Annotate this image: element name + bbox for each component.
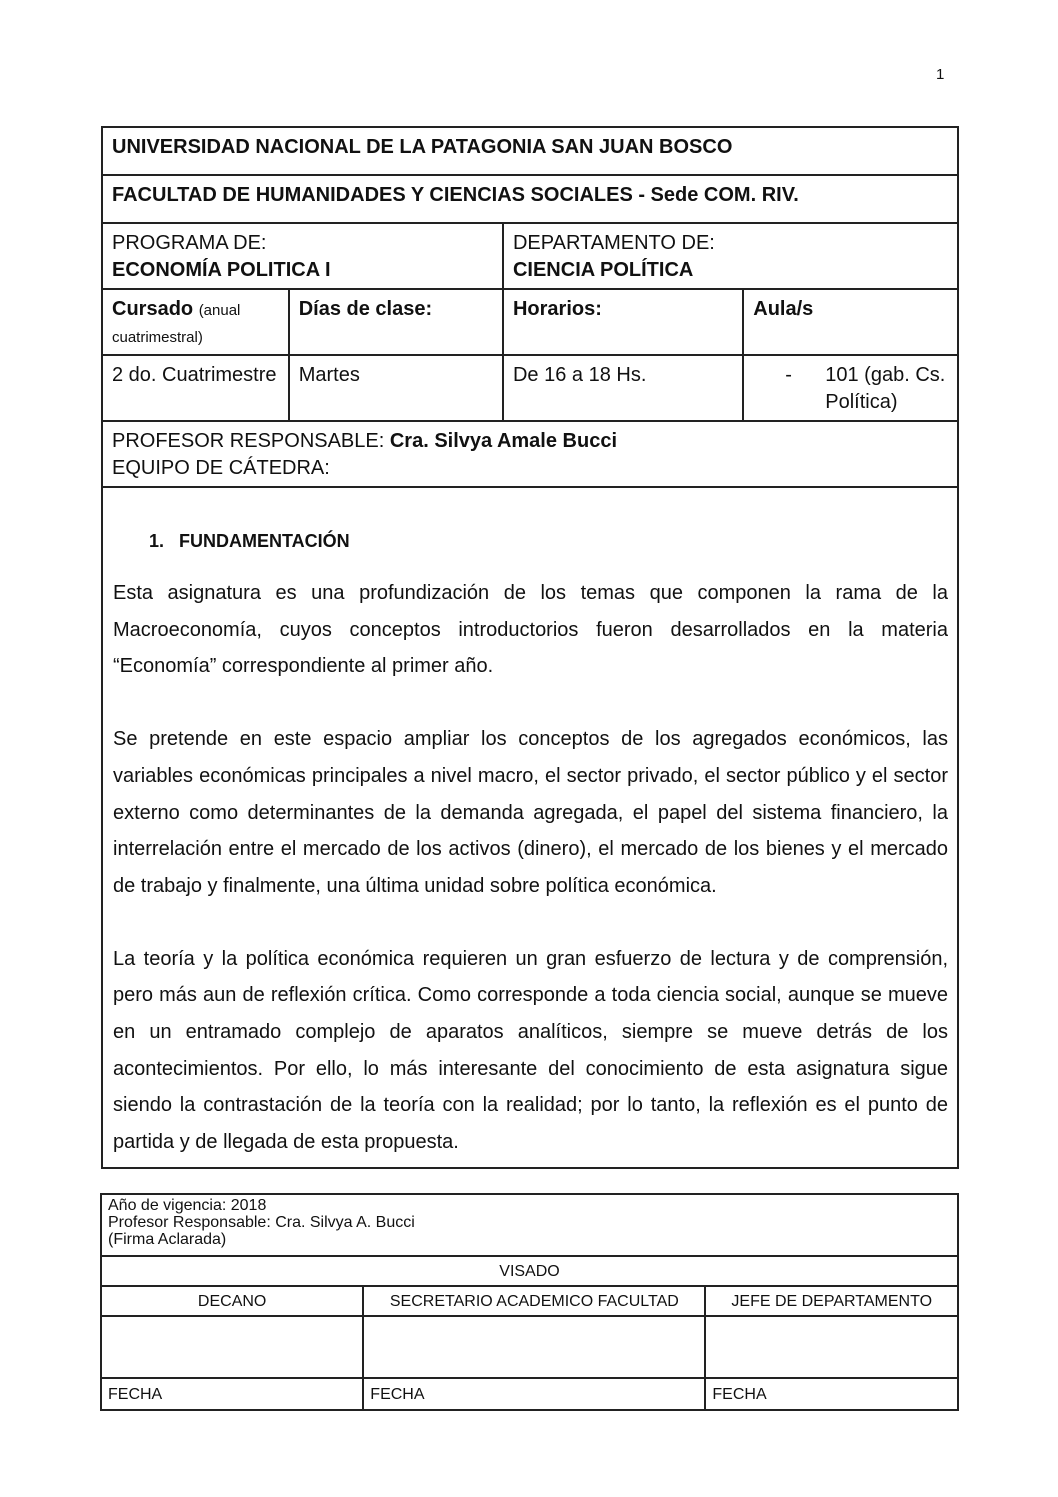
cursado-note: (anual cuatrimestral) (112, 302, 241, 346)
department-name: CIENCIA POLÍTICA (512, 259, 694, 281)
responsable-name: Cra. Silvya Amale Bucci (389, 430, 618, 452)
faculty-name: FACULTAD DE HUMANIDADES Y CIENCIAS SOCIALES - Sede COM. RIV. (102, 175, 958, 223)
visado-table (100, 1193, 959, 1411)
equipo-label: EQUIPO DE CÁTEDRA: (112, 457, 330, 479)
horarios-header: Horarios: (503, 289, 743, 355)
dias-header: Días de clase: (289, 289, 503, 355)
secretario-header: SECRETARIO ACADEMICO FACULTAD (363, 1286, 705, 1316)
secretario-fecha: FECHA (363, 1378, 705, 1410)
vigencia-cell (101, 1194, 958, 1256)
program-header-table (101, 126, 959, 1169)
section-number: 1. (149, 531, 165, 551)
program-name: ECONOMÍA POLITICA I (112, 259, 331, 281)
visado-heading: VISADO (101, 1256, 958, 1286)
decano-signature-box (101, 1316, 363, 1378)
program-label: PROGRAMA DE: (112, 232, 267, 254)
section-heading (149, 528, 948, 555)
paragraph: Esta asignatura es una profundización de los temas que componen la rama de la Macroeconomía, cuyos conceptos introductorios fueron desarrollados en la materia “Economía” correspondiente al primer año. (113, 582, 948, 678)
staff-cell (102, 421, 958, 487)
firma-line: (Firma Aclarada) (108, 1231, 227, 1248)
vigencia-line: Año de vigencia: 2018 (108, 1197, 267, 1214)
dias-value: Martes (289, 355, 503, 421)
cursado-header (102, 289, 289, 355)
horarios-value: De 16 a 18 Hs. (503, 355, 743, 421)
jefe-fecha: FECHA (705, 1378, 958, 1410)
university-name: UNIVERSIDAD NACIONAL DE LA PATAGONIA SAN JUAN BOSCO (102, 127, 958, 175)
jefe-header: JEFE DE DEPARTAMENTO (705, 1286, 958, 1316)
jefe-signature-box (705, 1316, 958, 1378)
aula-value-cell (743, 355, 958, 421)
cursado-value: 2 do. Cuatrimestre (102, 355, 289, 421)
decano-fecha: FECHA (101, 1378, 363, 1410)
cursado-label: Cursado (112, 298, 194, 320)
department-cell (503, 223, 958, 289)
section-title: FUNDAMENTACIÓN (179, 531, 350, 551)
department-label: DEPARTAMENTO DE: (512, 232, 715, 254)
program-cell (102, 223, 503, 289)
aula-value: 101 (gab. Cs. Política) (825, 364, 946, 413)
aula-header: Aula/s (743, 289, 958, 355)
paragraph: Se pretende en este espacio ampliar los conceptos de los agregados económicos, las variables económicas principales a nivel macro, el sector privado, el sector público y el sector externo como determinantes de la demanda agregada, el papel del sistema financiero, la interrelación entre el mercado de los activos (dinero), el mercado de los bienes y el mercado de trabajo y finalmente, una última unidad sobre política económica. (113, 728, 948, 897)
fundamentacion-cell (102, 487, 958, 1168)
page-number: 1 (936, 66, 945, 83)
secretario-signature-box (363, 1316, 705, 1378)
responsable-label: PROFESOR RESPONSABLE: (112, 430, 385, 452)
profesor-line: Profesor Responsable: Cra. Silvya A. Bucci (108, 1214, 415, 1231)
paragraph: La teoría y la política económica requieren un gran esfuerzo de lectura y de comprensión, pero más aun de reflexión crítica. Como corresponde a toda ciencia social, aunque se mueve en un entramado complejo de aparatos analíticos, siempre se mueve detrás de los acontecimientos. Por ello, lo más interesante del conocimiento de esta asignatura sigue siendo la contrastación de la teoría con la realidad; por lo tanto, la reflexión es el punto de partida y de llegada de esta propuesta. (113, 947, 948, 1154)
aula-bullet: - (785, 364, 792, 386)
decano-header: DECANO (101, 1286, 363, 1316)
